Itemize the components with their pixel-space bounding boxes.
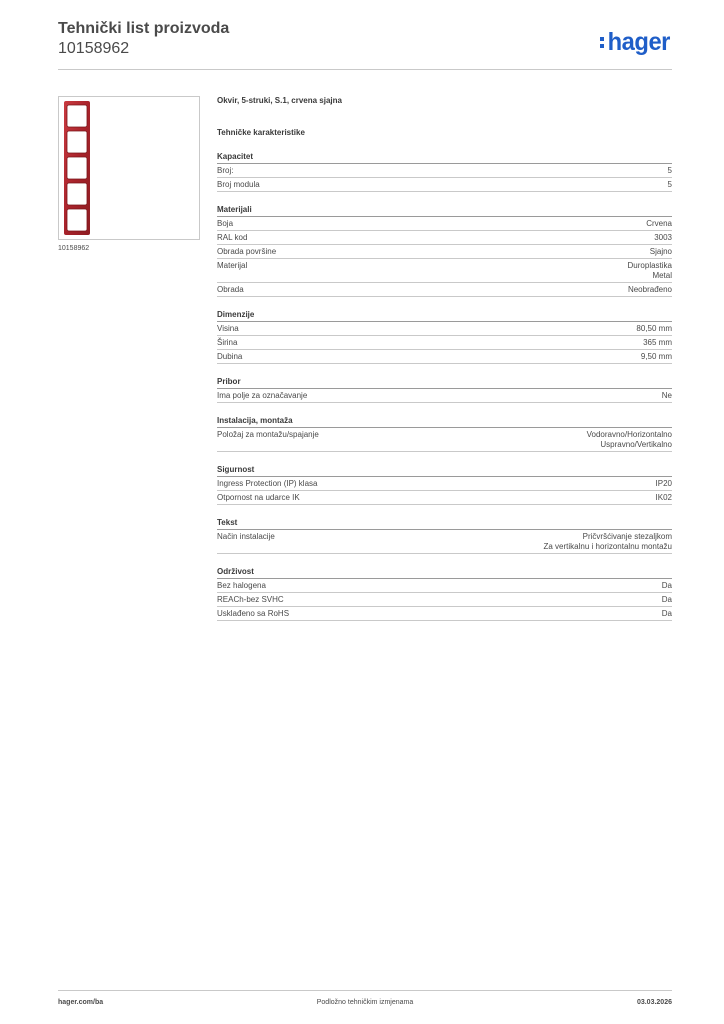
spec-value: Da — [661, 609, 672, 618]
spec-section — [217, 308, 672, 364]
spec-value: 9,50 mm — [640, 352, 672, 361]
spec-label: Položaj za montažu/spajanje — [217, 430, 319, 439]
spec-value: 3003 — [654, 233, 672, 242]
image-caption: 10158962 — [58, 245, 90, 252]
spec-value: Da — [661, 595, 672, 604]
spec-value: Sjajno — [649, 247, 672, 256]
logo-text: hager — [608, 28, 671, 56]
spec-row — [217, 178, 672, 192]
frame-slot — [67, 131, 87, 153]
spec-sections — [217, 150, 672, 621]
spec-label: Otpornost na udarce IK — [217, 493, 300, 502]
spec-label: Broj modula — [217, 180, 260, 189]
spec-label: Broj: — [217, 166, 234, 175]
spec-row — [217, 231, 672, 245]
section-title: Sigurnost — [217, 463, 672, 477]
spec-value: Ne — [661, 391, 672, 400]
spec-value: IP20 — [655, 479, 672, 488]
spec-row — [217, 389, 672, 403]
spec-label: Obrada — [217, 285, 244, 294]
frame-slot — [67, 157, 87, 179]
spec-value: Pričvršćivanje stezaljkom Za vertikalnu i horizontalnu montažu — [543, 532, 672, 551]
spec-label: Bez halogena — [217, 581, 266, 590]
spec-label: Usklađeno sa RoHS — [217, 609, 290, 618]
spec-section — [217, 463, 672, 505]
logo-mark-icon — [600, 37, 604, 48]
spec-label: Obrada površine — [217, 247, 277, 256]
page-footer — [58, 990, 672, 1011]
spec-row — [217, 322, 672, 336]
section-title: Tekst — [217, 516, 672, 530]
spec-value: 5 — [667, 166, 672, 175]
section-title: Održivost — [217, 565, 672, 579]
product-image — [58, 96, 200, 240]
red-frame-image — [59, 97, 199, 239]
product-description: Okvir, 5-struki, S.1, crvena sjajna — [217, 96, 342, 105]
frame-slot — [67, 183, 87, 205]
spec-section — [217, 516, 672, 554]
section-title: Kapacitet — [217, 150, 672, 164]
spec-label: Ingress Protection (IP) klasa — [217, 479, 318, 488]
spec-value: 5 — [667, 180, 672, 189]
spec-value: Duroplastika Metal — [627, 261, 672, 280]
spec-label: Način instalacije — [217, 532, 275, 541]
spec-value: Vodoravno/Horizontalno Uspravno/Vertikalno — [586, 430, 672, 449]
frame-slot — [67, 105, 87, 127]
spec-value: IK02 — [655, 493, 672, 502]
spec-row — [217, 607, 672, 621]
spec-row — [217, 336, 672, 350]
spec-row — [217, 428, 672, 452]
spec-label: Boja — [217, 219, 234, 228]
footer-date: 03.03.2026 — [636, 999, 672, 1006]
spec-row — [217, 164, 672, 178]
hager-logo[interactable] — [600, 30, 672, 55]
section-title: Materijali — [217, 203, 672, 217]
spec-row — [217, 350, 672, 364]
spec-section — [217, 375, 672, 403]
frame-slot — [67, 209, 87, 231]
spec-row — [217, 477, 672, 491]
spec-label: Materijal — [217, 261, 248, 270]
spec-section — [217, 203, 672, 297]
spec-content — [217, 93, 672, 621]
spec-row — [217, 530, 672, 554]
spec-label: Dubina — [217, 352, 243, 361]
spec-value: Crvena — [646, 219, 672, 228]
spec-row — [217, 283, 672, 297]
spec-section — [217, 150, 672, 192]
spec-row — [217, 245, 672, 259]
section-title: Dimenzije — [217, 308, 672, 322]
product-number: 10158962 — [58, 40, 130, 57]
spec-label: Širina — [217, 338, 238, 347]
spec-value: 365 mm — [643, 338, 672, 347]
section-title: Pribor — [217, 375, 672, 389]
spec-section — [217, 414, 672, 452]
spec-row — [217, 217, 672, 231]
spec-label: RAL kod — [217, 233, 248, 242]
page-header — [58, 20, 672, 70]
section-title: Instalacija, montaža — [217, 414, 672, 428]
spec-label: Ima polje za označavanje — [217, 391, 308, 400]
footer-website[interactable]: hager.com/ba — [58, 999, 104, 1006]
footer-notice: Podložno tehničkim izmjenama — [316, 999, 414, 1006]
spec-row — [217, 593, 672, 607]
frame-slots — [67, 105, 87, 231]
document-title: Tehnički list proizvoda — [58, 20, 230, 37]
spec-section — [217, 565, 672, 621]
spec-row — [217, 579, 672, 593]
spec-label: REACh-bez SVHC — [217, 595, 284, 604]
spec-label: Visina — [217, 324, 239, 333]
characteristics-title: Tehničke karakteristike — [217, 128, 305, 137]
spec-value: Neobrađeno — [627, 285, 672, 294]
spec-row — [217, 259, 672, 283]
spec-value: Da — [661, 581, 672, 590]
spec-value: 80,50 mm — [636, 324, 672, 333]
spec-row — [217, 491, 672, 505]
